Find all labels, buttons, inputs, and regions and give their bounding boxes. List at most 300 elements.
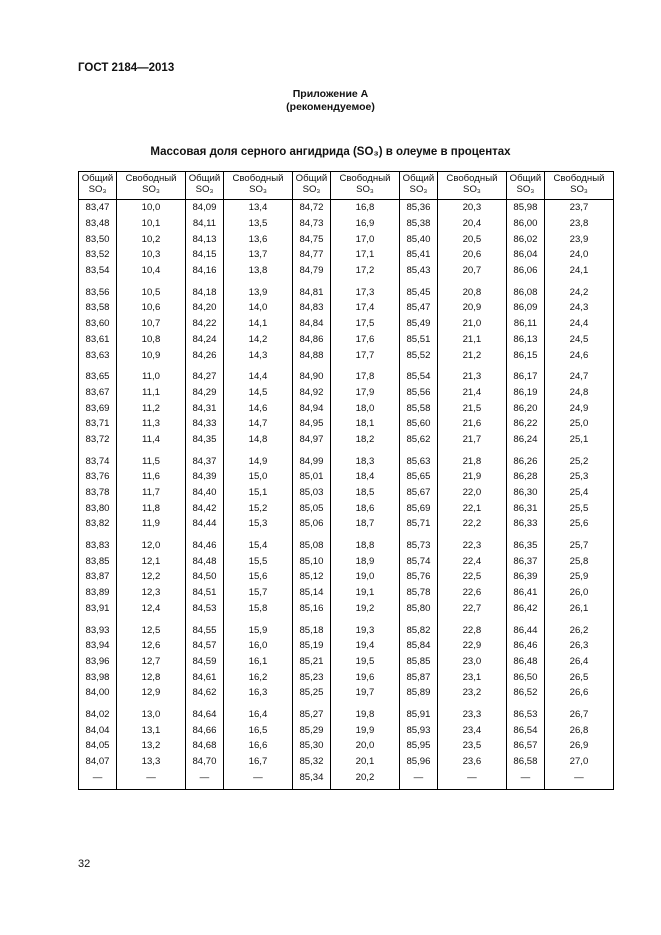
table-cell: 85,87	[399, 669, 437, 685]
table-cell: 20,9	[437, 300, 506, 316]
table-cell: 16,7	[223, 754, 292, 770]
table-cell: 21,1	[437, 332, 506, 348]
table-cell: 21,3	[437, 363, 506, 385]
table-row	[79, 638, 614, 654]
table-cell: 85,56	[399, 385, 437, 401]
table-cell: 17,0	[330, 231, 399, 247]
table-cell: 17,6	[330, 332, 399, 348]
table-row	[79, 347, 614, 363]
table-row	[79, 616, 614, 638]
table-cell: 19,7	[330, 685, 399, 701]
table-cell: 14,1	[223, 316, 292, 332]
table-cell: 84,97	[292, 432, 330, 448]
table-cell: 24,2	[544, 278, 613, 300]
table-cell: 86,11	[506, 316, 544, 332]
table-cell: 19,2	[330, 601, 399, 617]
table-row	[79, 216, 614, 232]
table-row	[79, 569, 614, 585]
table-cell: 84,11	[185, 216, 223, 232]
table-cell: 85,58	[399, 400, 437, 416]
table-cell: 13,3	[116, 754, 185, 770]
table-cell: 22,1	[437, 500, 506, 516]
table-cell: 84,90	[292, 363, 330, 385]
table-cell: 12,9	[116, 685, 185, 701]
column-header-label: Свободный	[125, 173, 177, 184]
table-cell: 86,52	[506, 685, 544, 701]
table-cell: 17,2	[330, 263, 399, 279]
table-cell: 85,19	[292, 638, 330, 654]
table-cell: 84,31	[185, 400, 223, 416]
table-row	[79, 432, 614, 448]
table-cell: 85,74	[399, 553, 437, 569]
column-header-label: Общий	[81, 173, 114, 184]
table-cell: 12,8	[116, 669, 185, 685]
table-row	[79, 300, 614, 316]
table-cell: 83,87	[79, 569, 117, 585]
table-cell: 86,58	[506, 754, 544, 770]
table-cell: —	[544, 769, 613, 789]
table-cell: 11,8	[116, 500, 185, 516]
table-cell: 26,9	[544, 738, 613, 754]
table-cell: 18,5	[330, 485, 399, 501]
table-cell: 26,2	[544, 616, 613, 638]
table-cell: 22,3	[437, 532, 506, 554]
column-header-label: Свободный	[339, 173, 391, 184]
table-cell: 86,54	[506, 722, 544, 738]
column-header	[223, 172, 292, 200]
table-cell: 20,7	[437, 263, 506, 279]
table-caption: Массовая доля серного ангидрида (SO₃) в олеуме в процентах	[150, 146, 511, 158]
table-cell: 15,0	[223, 469, 292, 485]
table-cell: 26,0	[544, 585, 613, 601]
page-number: 32	[78, 858, 91, 870]
table-cell: 13,1	[116, 722, 185, 738]
table-cell: 83,69	[79, 400, 117, 416]
table-cell: 86,50	[506, 669, 544, 685]
appendix-subtitle: (рекомендуемое)	[286, 101, 375, 113]
column-header-label: Общий	[188, 173, 221, 184]
table-cell: 19,9	[330, 722, 399, 738]
table-cell: 23,0	[437, 654, 506, 670]
table-row	[79, 485, 614, 501]
table-cell: 24,3	[544, 300, 613, 316]
table-row	[79, 500, 614, 516]
table-cell: 83,93	[79, 616, 117, 638]
table-cell: 86,06	[506, 263, 544, 279]
table-cell: 10,6	[116, 300, 185, 316]
table-cell: 85,21	[292, 654, 330, 670]
table-cell: 86,22	[506, 416, 544, 432]
table-cell: 83,65	[79, 363, 117, 385]
column-header	[116, 172, 185, 200]
table-row	[79, 278, 614, 300]
table-row	[79, 654, 614, 670]
column-header-label: Свободный	[553, 173, 605, 184]
table-cell: 10,2	[116, 231, 185, 247]
table-cell: 85,89	[399, 685, 437, 701]
table-cell: 83,48	[79, 216, 117, 232]
table-cell: 86,20	[506, 400, 544, 416]
table-cell: 83,89	[79, 585, 117, 601]
table-cell: 16,8	[330, 200, 399, 216]
table-cell: 84,29	[185, 385, 223, 401]
table-cell: 83,71	[79, 416, 117, 432]
table-cell: 11,3	[116, 416, 185, 432]
table-cell: 19,5	[330, 654, 399, 670]
table-cell: 21,7	[437, 432, 506, 448]
table-cell: 85,36	[399, 200, 437, 216]
table-row	[79, 231, 614, 247]
table-cell: 84,92	[292, 385, 330, 401]
table-cell: 17,9	[330, 385, 399, 401]
table-cell: 19,0	[330, 569, 399, 585]
table-cell: 15,6	[223, 569, 292, 585]
column-header-unit: SO₃	[88, 184, 107, 195]
column-header	[544, 172, 613, 200]
table-cell: 83,94	[79, 638, 117, 654]
column-header-unit: SO₃	[463, 184, 481, 195]
table-cell: 85,38	[399, 216, 437, 232]
table-cell: 83,76	[79, 469, 117, 485]
table-cell: —	[399, 769, 437, 789]
table-cell: 86,26	[506, 447, 544, 469]
table-cell: 85,34	[292, 769, 330, 789]
table-cell: 12,2	[116, 569, 185, 585]
table-cell: 26,5	[544, 669, 613, 685]
table-cell: 84,26	[185, 347, 223, 363]
table-row	[79, 400, 614, 416]
table-cell: 84,88	[292, 347, 330, 363]
table-cell: 86,53	[506, 701, 544, 723]
table-cell: 17,3	[330, 278, 399, 300]
table-cell: 84,57	[185, 638, 223, 654]
table-cell: 83,60	[79, 316, 117, 332]
table-cell: 11,1	[116, 385, 185, 401]
table-cell: 18,6	[330, 500, 399, 516]
table-cell: 85,60	[399, 416, 437, 432]
table-cell: 83,47	[79, 200, 117, 216]
table-cell: 83,80	[79, 500, 117, 516]
table-cell: 84,66	[185, 722, 223, 738]
table-cell: 22,4	[437, 553, 506, 569]
table-cell: 83,83	[79, 532, 117, 554]
oleum-so3-table	[78, 171, 614, 790]
table-cell: 83,74	[79, 447, 117, 469]
table-cell: 84,83	[292, 300, 330, 316]
table-cell: 24,7	[544, 363, 613, 385]
table-cell: 26,4	[544, 654, 613, 670]
table-cell: —	[437, 769, 506, 789]
table-cell: 84,46	[185, 532, 223, 554]
table-cell: 14,3	[223, 347, 292, 363]
table-cell: 83,58	[79, 300, 117, 316]
column-header-label: Свободный	[446, 173, 498, 184]
table-cell: 85,54	[399, 363, 437, 385]
table-cell: 84,94	[292, 400, 330, 416]
column-header-label: Общий	[402, 173, 435, 184]
column-header	[185, 172, 223, 200]
table-cell: 85,47	[399, 300, 437, 316]
table-cell: 16,0	[223, 638, 292, 654]
table-cell: 26,8	[544, 722, 613, 738]
table-cell: 17,5	[330, 316, 399, 332]
table-cell: 84,37	[185, 447, 223, 469]
table-cell: 20,5	[437, 231, 506, 247]
table-cell: 85,96	[399, 754, 437, 770]
table-cell: 22,5	[437, 569, 506, 585]
table-row	[79, 385, 614, 401]
column-header-label: Общий	[295, 173, 328, 184]
table-row	[79, 200, 614, 216]
table-cell: 25,3	[544, 469, 613, 485]
table-cell: 86,37	[506, 553, 544, 569]
table-cell: 21,6	[437, 416, 506, 432]
table-cell: 25,5	[544, 500, 613, 516]
table-cell: 86,04	[506, 247, 544, 263]
table-cell: 22,0	[437, 485, 506, 501]
table-cell: 23,2	[437, 685, 506, 701]
table-cell: 10,7	[116, 316, 185, 332]
table-row	[79, 447, 614, 469]
table-cell: 11,5	[116, 447, 185, 469]
table-cell: 11,4	[116, 432, 185, 448]
table-cell: 20,0	[330, 738, 399, 754]
table-cell: 21,8	[437, 447, 506, 469]
table-cell: 86,08	[506, 278, 544, 300]
table-cell: 17,1	[330, 247, 399, 263]
table-cell: 86,48	[506, 654, 544, 670]
table-cell: 85,85	[399, 654, 437, 670]
table-cell: 84,70	[185, 754, 223, 770]
table-cell: 86,35	[506, 532, 544, 554]
table-cell: 86,44	[506, 616, 544, 638]
table-cell: 84,33	[185, 416, 223, 432]
table-row	[79, 263, 614, 279]
table-cell: 25,7	[544, 532, 613, 554]
table-row	[79, 553, 614, 569]
table-cell: 23,7	[544, 200, 613, 216]
table-cell: 23,6	[437, 754, 506, 770]
column-header	[437, 172, 506, 200]
table-cell: 10,9	[116, 347, 185, 363]
table-cell: 26,1	[544, 601, 613, 617]
table-cell: 25,4	[544, 485, 613, 501]
table-cell: 11,9	[116, 516, 185, 532]
table-cell: 19,1	[330, 585, 399, 601]
table-cell: 84,50	[185, 569, 223, 585]
table-cell: 10,8	[116, 332, 185, 348]
appendix-title: Приложение А	[292, 88, 369, 100]
table-cell: 85,73	[399, 532, 437, 554]
table-cell: 21,4	[437, 385, 506, 401]
table-cell: 18,2	[330, 432, 399, 448]
table-cell: 14,0	[223, 300, 292, 316]
table-cell: 85,84	[399, 638, 437, 654]
table-cell: 85,18	[292, 616, 330, 638]
table-cell: 84,95	[292, 416, 330, 432]
table-cell: 84,77	[292, 247, 330, 263]
table-cell: 86,15	[506, 347, 544, 363]
table-row	[79, 685, 614, 701]
table-cell: 18,3	[330, 447, 399, 469]
table-cell: 86,09	[506, 300, 544, 316]
table-cell: 84,55	[185, 616, 223, 638]
table-cell: 84,44	[185, 516, 223, 532]
table-cell: 19,4	[330, 638, 399, 654]
table-cell: 86,57	[506, 738, 544, 754]
table-cell: 11,6	[116, 469, 185, 485]
column-header-unit: SO₃	[302, 184, 321, 195]
table-cell: 13,6	[223, 231, 292, 247]
table-cell: 85,62	[399, 432, 437, 448]
table-cell: 10,1	[116, 216, 185, 232]
table-cell: 24,5	[544, 332, 613, 348]
table-cell: 10,4	[116, 263, 185, 279]
appendix-heading	[0, 88, 661, 114]
table-cell: 18,4	[330, 469, 399, 485]
table-cell: 85,41	[399, 247, 437, 263]
table-cell: 25,0	[544, 416, 613, 432]
table-cell: 17,8	[330, 363, 399, 385]
table-cell: 26,7	[544, 701, 613, 723]
table-row	[79, 316, 614, 332]
table-cell: 86,02	[506, 231, 544, 247]
column-header-unit: SO₃	[409, 184, 428, 195]
table-cell: 84,64	[185, 701, 223, 723]
table-cell: 83,82	[79, 516, 117, 532]
table-cell: —	[79, 769, 117, 789]
table-cell: 83,96	[79, 654, 117, 670]
table-cell: 22,8	[437, 616, 506, 638]
table-cell: 84,13	[185, 231, 223, 247]
table-cell: 15,5	[223, 553, 292, 569]
table-cell: 86,33	[506, 516, 544, 532]
table-cell: 85,05	[292, 500, 330, 516]
table-cell: 20,3	[437, 200, 506, 216]
table-cell: 16,4	[223, 701, 292, 723]
column-header-label: Свободный	[232, 173, 284, 184]
table-cell: 83,91	[79, 601, 117, 617]
table-row	[79, 332, 614, 348]
table-cell: 18,8	[330, 532, 399, 554]
table-cell: —	[116, 769, 185, 789]
table-cell: 84,59	[185, 654, 223, 670]
table-cell: 17,4	[330, 300, 399, 316]
document-code: ГОСТ 2184—2013	[78, 62, 175, 74]
table-cell: 85,95	[399, 738, 437, 754]
table-cell: 85,01	[292, 469, 330, 485]
table-row	[79, 416, 614, 432]
table-cell: 86,41	[506, 585, 544, 601]
table-cell: 83,98	[79, 669, 117, 685]
table-cell: 24,9	[544, 400, 613, 416]
column-header-unit: SO₃	[356, 184, 374, 195]
table-cell: 21,9	[437, 469, 506, 485]
table-cell: 84,05	[79, 738, 117, 754]
table-cell: 84,15	[185, 247, 223, 263]
table-cell: 86,30	[506, 485, 544, 501]
table-cell: 15,7	[223, 585, 292, 601]
table-cell: 25,8	[544, 553, 613, 569]
table-cell: 20,6	[437, 247, 506, 263]
table-cell: 84,62	[185, 685, 223, 701]
table-cell: 83,72	[79, 432, 117, 448]
table-cell: 85,10	[292, 553, 330, 569]
table-cell: 85,63	[399, 447, 437, 469]
table-header-row	[79, 172, 614, 200]
table-cell: 16,5	[223, 722, 292, 738]
table-cell: 83,63	[79, 347, 117, 363]
table-cell: 84,18	[185, 278, 223, 300]
table-cell: 14,5	[223, 385, 292, 401]
table-cell: 86,17	[506, 363, 544, 385]
table-cell: 17,7	[330, 347, 399, 363]
table-cell: —	[223, 769, 292, 789]
table-cell: 83,78	[79, 485, 117, 501]
table-cell: 84,79	[292, 263, 330, 279]
table-row	[79, 722, 614, 738]
table-row	[79, 701, 614, 723]
table-cell: 15,4	[223, 532, 292, 554]
table-cell: 85,03	[292, 485, 330, 501]
table-cell: 84,72	[292, 200, 330, 216]
table-row	[79, 669, 614, 685]
table-cell: 20,4	[437, 216, 506, 232]
table-cell: 85,43	[399, 263, 437, 279]
table-cell: 86,39	[506, 569, 544, 585]
table-cell: 85,93	[399, 722, 437, 738]
table-cell: 84,04	[79, 722, 117, 738]
table-cell: 84,22	[185, 316, 223, 332]
table-cell: 84,09	[185, 200, 223, 216]
table-cell: 20,8	[437, 278, 506, 300]
table-cell: 84,16	[185, 263, 223, 279]
table-cell: 24,1	[544, 263, 613, 279]
table-cell: 23,3	[437, 701, 506, 723]
table-cell: 84,02	[79, 701, 117, 723]
table-cell: 16,9	[330, 216, 399, 232]
table-cell: 13,8	[223, 263, 292, 279]
table-cell: 23,8	[544, 216, 613, 232]
table-cell: 16,6	[223, 738, 292, 754]
table-cell: 15,9	[223, 616, 292, 638]
table-cell: 12,0	[116, 532, 185, 554]
table-cell: 22,7	[437, 601, 506, 617]
table-row	[79, 754, 614, 770]
table-cell: 85,91	[399, 701, 437, 723]
table-cell: 84,40	[185, 485, 223, 501]
table-cell: 15,3	[223, 516, 292, 532]
table-cell: 84,51	[185, 585, 223, 601]
column-header	[292, 172, 330, 200]
table-cell: 11,7	[116, 485, 185, 501]
table-cell: 23,5	[437, 738, 506, 754]
table-cell: 24,0	[544, 247, 613, 263]
table-row	[79, 738, 614, 754]
table-cell: 85,27	[292, 701, 330, 723]
table-cell: 85,25	[292, 685, 330, 701]
table-cell: 14,8	[223, 432, 292, 448]
table-cell: 85,49	[399, 316, 437, 332]
table-cell: 14,6	[223, 400, 292, 416]
table-cell: 86,19	[506, 385, 544, 401]
table-cell: 12,4	[116, 601, 185, 617]
table-row	[79, 532, 614, 554]
table-cell: 84,86	[292, 332, 330, 348]
table-cell: 83,56	[79, 278, 117, 300]
table-cell: 84,42	[185, 500, 223, 516]
table-cell: 12,3	[116, 585, 185, 601]
